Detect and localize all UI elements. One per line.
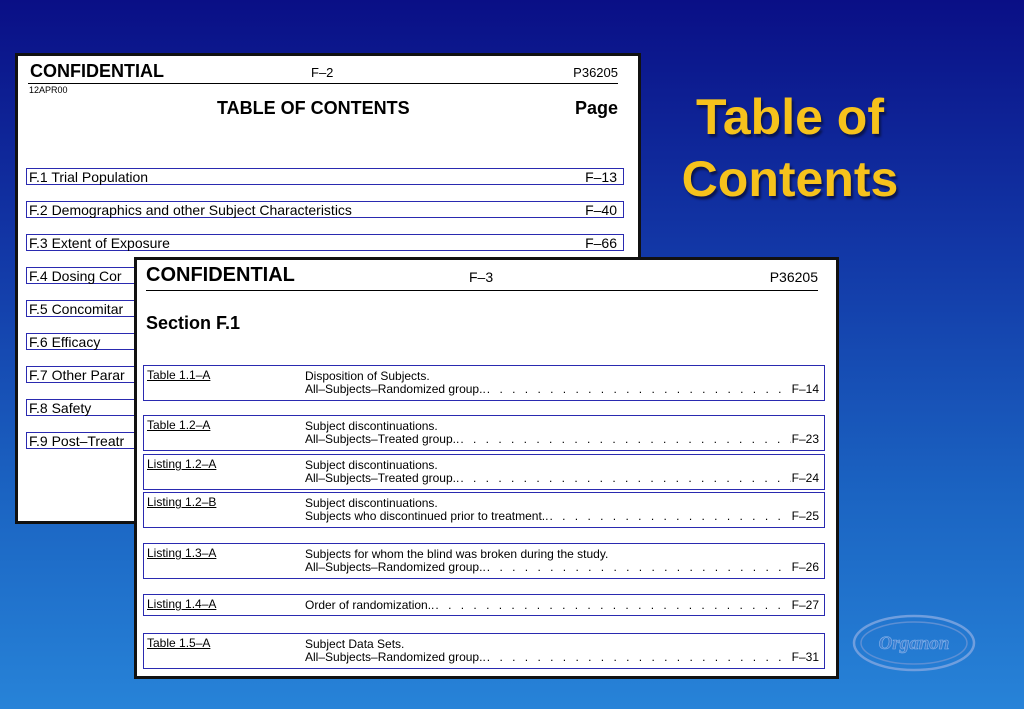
confidential-label: CONFIDENTIAL (146, 264, 295, 286)
toc-row-label: F.3 Extent of Exposure (29, 235, 170, 251)
entry-subtitle: All–Subjects–Treated group.. (305, 471, 460, 485)
entry-page: F–24 (791, 471, 819, 485)
entry-title: Disposition of Subjects. (305, 369, 430, 383)
entry-subtitle-row (305, 561, 819, 574)
entry-page: F–25 (791, 509, 819, 523)
toc-entry[interactable] (143, 415, 825, 451)
toc-entry[interactable] (143, 594, 825, 616)
entry-reference-link[interactable]: Table 1.2–A (147, 418, 211, 432)
document-date: 12APR00 (29, 85, 68, 95)
protocol-number: P36205 (573, 65, 618, 80)
toc-row-page: F–13 (585, 169, 617, 185)
entry-reference-link[interactable]: Listing 1.4–A (147, 597, 217, 611)
form-code: F–3 (469, 269, 494, 285)
toc-row[interactable] (26, 201, 624, 218)
entry-reference-link[interactable]: Listing 1.2–B (147, 495, 217, 509)
toc-row-label: F.9 Post–Treatr (29, 433, 125, 449)
toc-row-label: F.8 Safety (29, 400, 92, 416)
entry-subtitle: Subjects who discontinued prior to treatment.. (305, 509, 549, 523)
page-column-heading: Page (574, 98, 618, 118)
toc-entry[interactable] (143, 454, 825, 490)
entry-subtitle-row (305, 651, 819, 664)
header-rule (28, 83, 618, 84)
slide-title (660, 86, 920, 210)
entry-reference-link[interactable]: Listing 1.3–A (147, 546, 217, 560)
entry-subtitle-row (305, 599, 819, 612)
toc-row-label: F.4 Dosing Cor (29, 268, 122, 284)
dot-leader (460, 472, 790, 485)
section-heading: Section F.1 (146, 313, 241, 333)
toc-row-label: F.6 Efficacy (29, 334, 101, 350)
entry-reference-link[interactable]: Listing 1.2–A (147, 457, 217, 471)
entry-subtitle-row (305, 472, 819, 485)
toc-row[interactable] (26, 234, 624, 251)
entry-subtitle: Order of randomization.. (305, 598, 435, 612)
toc-row-label: F.1 Trial Population (29, 169, 149, 185)
entry-subtitle: All–Subjects–Treated group.. (305, 432, 460, 446)
entry-reference-link[interactable]: Table 1.5–A (147, 636, 211, 650)
slide-title-line1: Table of (696, 89, 884, 145)
entry-title: Subject discontinuations. (305, 458, 438, 472)
organon-logo (851, 613, 977, 673)
toc-row-label: F.7 Other Parar (29, 367, 125, 383)
toc-row-page: F–66 (585, 235, 617, 251)
toc-entry[interactable] (143, 633, 825, 669)
entry-subtitle-row (305, 383, 819, 396)
toc-entry[interactable] (143, 365, 825, 401)
entry-title: Subject Data Sets. (305, 637, 405, 651)
entry-page: F–23 (791, 432, 819, 446)
dot-leader (487, 383, 791, 396)
dot-leader (487, 561, 791, 574)
section-document-f3 (134, 257, 839, 679)
entry-subtitle: All–Subjects–Randomized group.. (305, 382, 486, 396)
protocol-number: P36205 (769, 269, 818, 285)
toc-row-label: F.5 Concomitar (29, 301, 124, 317)
entry-subtitle-row (305, 510, 819, 523)
entry-page: F–26 (791, 560, 819, 574)
toc-heading: TABLE OF CONTENTS (217, 98, 410, 118)
dot-leader (549, 510, 790, 523)
confidential-label: CONFIDENTIAL (30, 61, 164, 81)
dot-leader (460, 433, 790, 446)
toc-row-page: F–40 (585, 202, 617, 218)
form-code: F–2 (311, 65, 334, 80)
dot-leader (435, 599, 790, 612)
entry-subtitle: All–Subjects–Randomized group.. (305, 560, 486, 574)
entry-page: F–31 (791, 650, 819, 664)
header-rule (146, 290, 818, 291)
toc-entry[interactable] (143, 492, 825, 528)
entry-title: Subjects for whom the blind was broken during the study. (305, 547, 609, 561)
entry-subtitle-row (305, 433, 819, 446)
entry-subtitle: All–Subjects–Randomized group.. (305, 650, 486, 664)
entry-title: Subject discontinuations. (305, 496, 438, 510)
toc-row[interactable] (26, 168, 624, 185)
dot-leader (487, 651, 791, 664)
toc-entry[interactable] (143, 543, 825, 579)
entry-reference-link[interactable]: Table 1.1–A (147, 368, 211, 382)
entry-page: F–27 (791, 598, 819, 612)
logo-text: Organon (878, 633, 950, 654)
slide-title-line2: Contents (681, 151, 899, 207)
toc-row-label: F.2 Demographics and other Subject Characteristics (29, 202, 352, 218)
entry-title: Subject discontinuations. (305, 419, 438, 433)
entry-page: F–14 (791, 382, 819, 396)
